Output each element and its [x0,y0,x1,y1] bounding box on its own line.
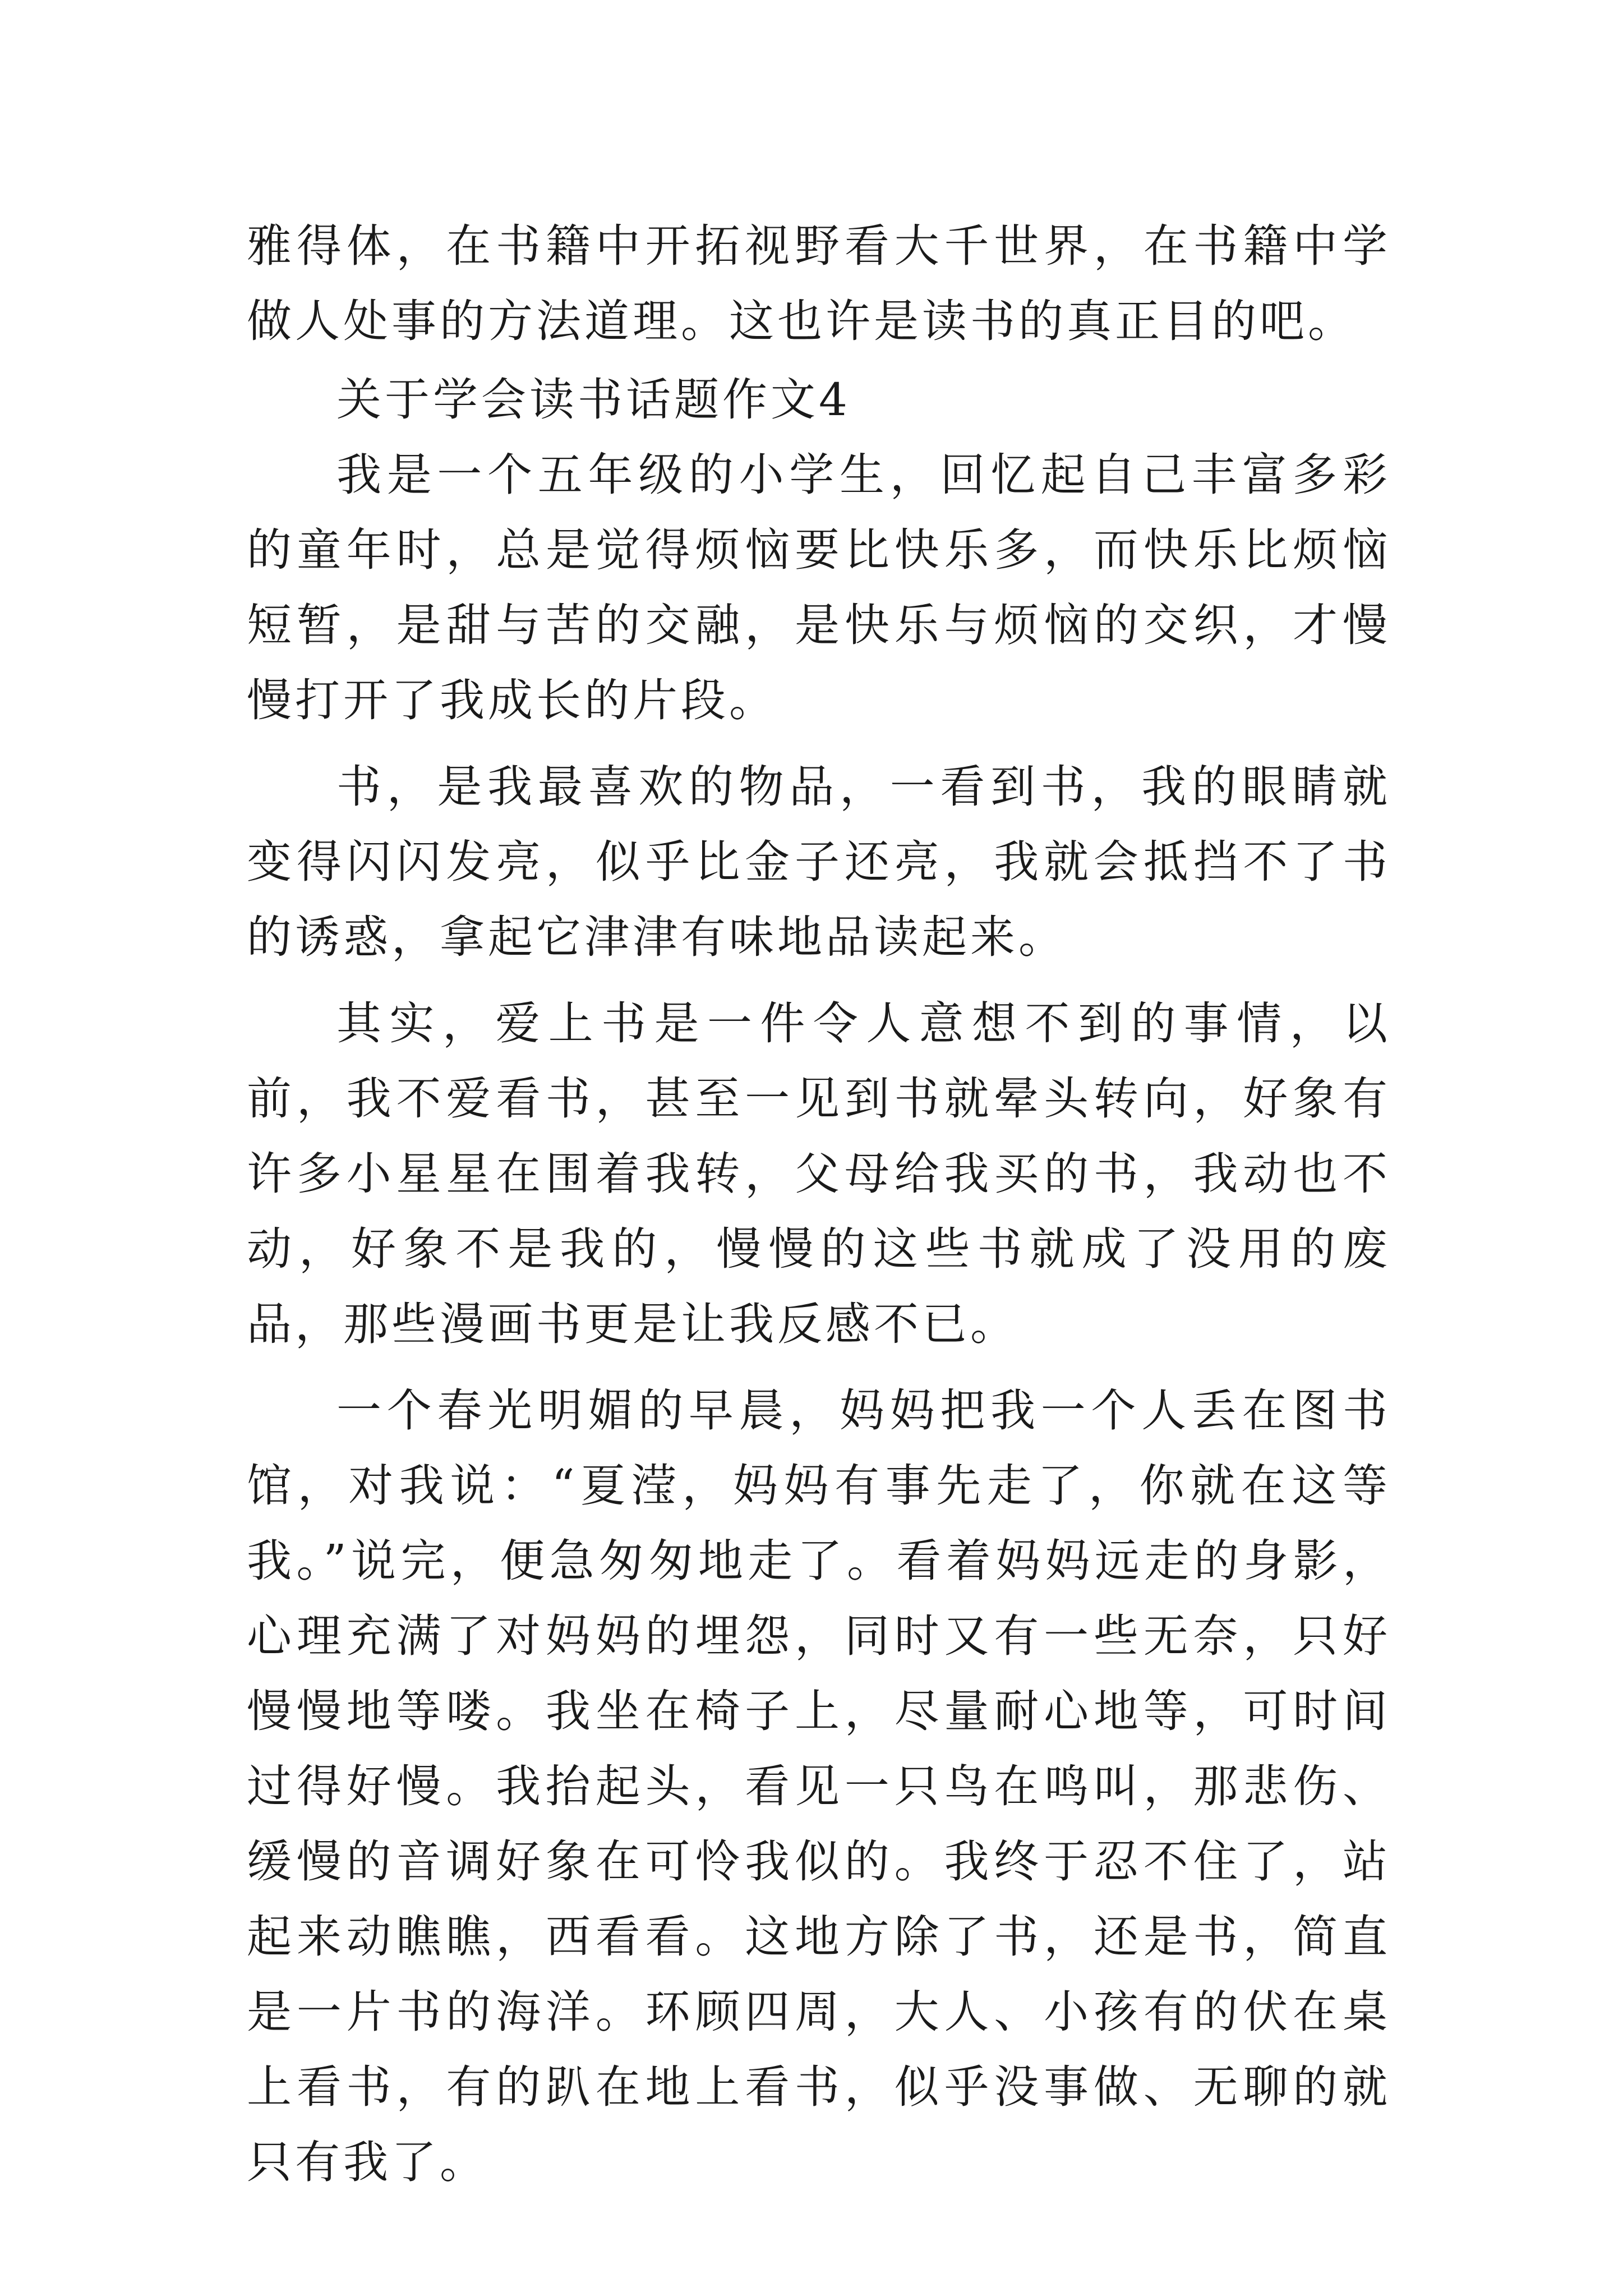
paragraph: 其实，爱上书是一件令人意想不到的事情，以前，我不爱看书，甚至一见到书就晕头转向，好象有许多小星星在围着我转，父母给我买的书，我动也不动，好象不是我的，慢慢的这些书就成了没用的废品，那些漫画书更是让我反感不已。 [247,997,1391,1350]
paragraph: 一个春光明媚的早晨，妈妈把我一个人丢在图书馆，对我说：“夏滢，妈妈有事先走了，你就在这等我。”说完，便急匆匆地走了。看着妈妈远走的身影，心理充满了对妈妈的埋怨，同时又有一些无奈，只好慢慢地等喽。我坐在椅子上，尽量耐心地等，可时间过得好慢。我抬起头，看见一只鸟在鸣叫，那悲伤、缓慢的音调好象在可怜我似的。我终于忍不住了，站起来动瞧瞧，西看看。这地方除了书，还是书，简直是一片书的海洋。环顾四周，大人、小孩有的伏在桌上看书，有的趴在地上看书，似乎没事做、无聊的就只有我了。 [247,1384,1391,2188]
paragraph: 书，是我最喜欢的物品，一看到书，我的眼睛就变得闪闪发亮，似乎比金子还亮，我就会抵挡不了书的诱惑，拿起它津津有味地品读起来。 [247,761,1391,963]
paragraph: 我是一个五年级的小学生，回忆起自己丰富多彩的童年时，总是觉得烦恼要比快乐多，而快乐比烦恼短暂，是甜与苦的交融，是快乐与烦恼的交织，才慢慢打开了我成长的片段。 [247,449,1391,726]
section-heading: 关于学会读书话题作文4 [336,374,851,426]
document-body [247,209,1391,2200]
paragraph-continuation: 雅得体，在书籍中开拓视野看大千世界，在书籍中学做人处事的方法道理。这也许是读书的真正目的吧。 [247,220,1391,347]
